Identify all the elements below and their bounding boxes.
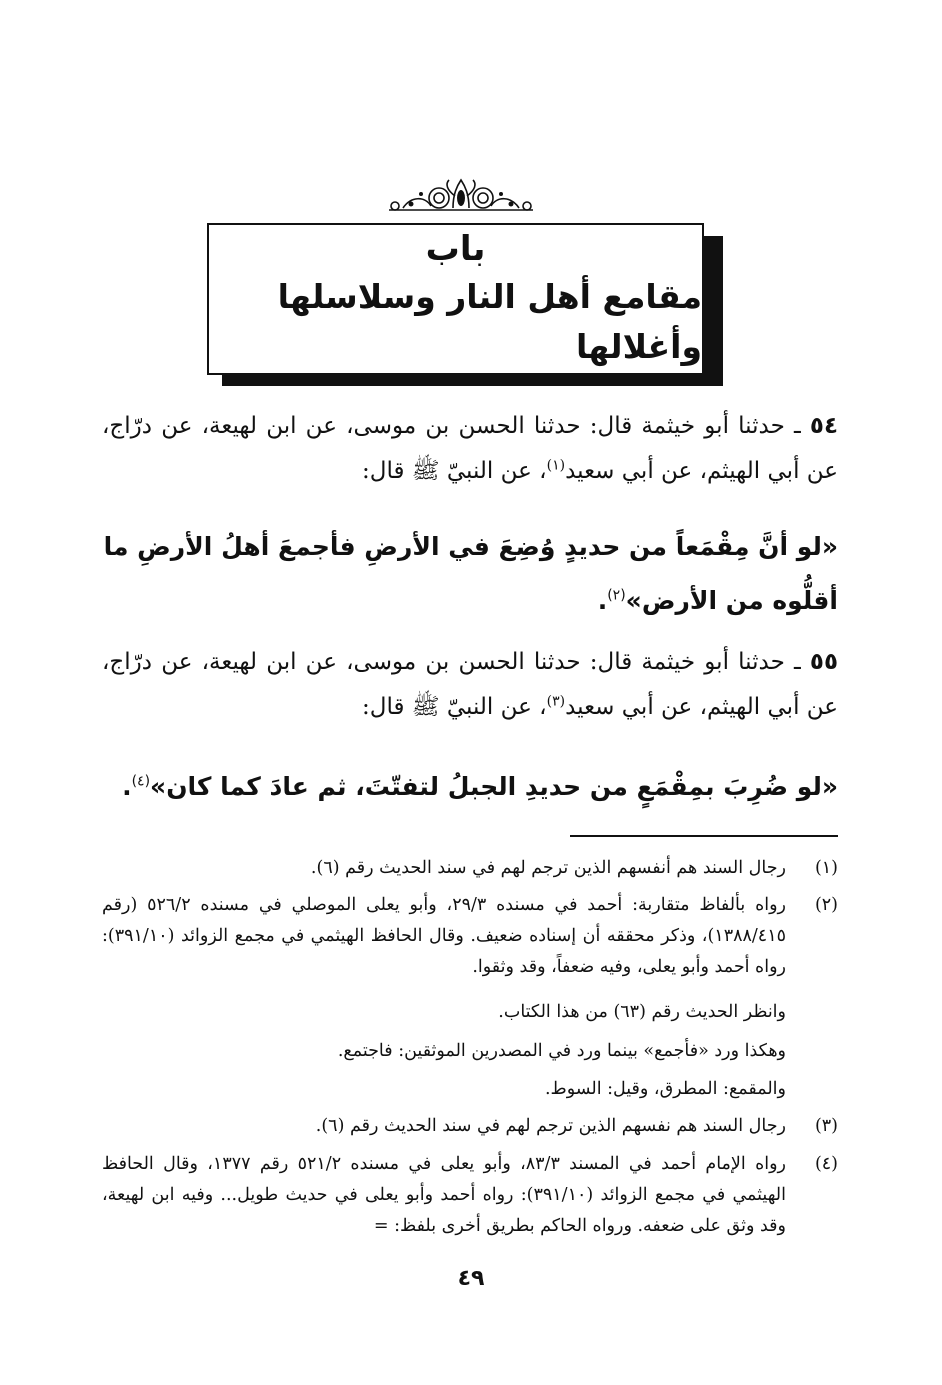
footnote-ref[interactable]: (٣) [546, 693, 566, 710]
footnote-2-cont-3: والمقمع: المطرق، وقيل: السوط. [544, 1079, 786, 1099]
footnote-separator [570, 835, 838, 837]
chapter-title: مقامع أهل النار وسلاسلها وأغلالها [277, 277, 702, 366]
footnote-number: (٣) [814, 1116, 838, 1136]
footnote-text: رواه الإمام أحمد في المسند ٨٣/٣، وأبو يعلى في مسنده ٥٢١/٢ رقم ١٣٧٧، وقال الحافظ الهيثمي في مجمع الزوائد (٣٩١/١٠): رواه أحمد وأبو يعلى في حديث طويل... وفيه ابن لهيعة، وقد وثق على ضعفه. ورواه الحاكم بطريق أخرى بلفظ: = [102, 1154, 787, 1236]
footnote-ref[interactable]: (٢) [607, 587, 626, 604]
quote-period: . [597, 586, 608, 615]
footnote-ref[interactable]: (١) [546, 457, 566, 474]
footnote-2 [102, 890, 838, 983]
hadith-text-55 [102, 760, 838, 814]
footnote-number: (٢) [814, 895, 838, 915]
ornament-icon [381, 176, 541, 220]
hadith-quote: «لو ضُرِبَ بمِقْمَعٍ من حديدِ الجبلُ لتفتّتَ، ثم عادَ كما كان» [150, 772, 838, 801]
page-number: ٤٩ [457, 1266, 485, 1291]
hadith-chain-text-end: ، عن النبيّ ﷺ قال: [361, 694, 547, 720]
hadith-chain-text: ـ حدثنا أبو خيثمة قال: حدثنا الحسن بن موسى، عن ابن لهيعة، عن درّاج، عن أبي الهيثم، عن أبي سعيد [102, 649, 838, 720]
hadith-quote: «لو أنَّ مِقْمَعاً من حديدٍ وُضِعَ في الأرضِ فأجمعَ أهلُ الأرضِ ما أقلُّوه من الأرض» [103, 532, 838, 615]
quote-period: . [122, 772, 132, 801]
hadith-number: ٥٤ [809, 413, 838, 439]
footnote-4 [102, 1149, 838, 1242]
footnote-number: (١) [814, 858, 838, 878]
footnote-number: (٤) [814, 1154, 838, 1174]
hadith-number: ٥٥ [809, 649, 838, 675]
footnote-3 [102, 1111, 838, 1142]
footnote-text: رجال السند هم نفسهم الذين ترجم لهم في سند الحديث رقم (٦). [315, 1116, 786, 1136]
hadith-chain-text: ـ حدثنا أبو خيثمة قال: حدثنا الحسن بن موسى، عن ابن لهيعة، عن درّاج، عن أبي الهيثم، عن أبي سعيد [102, 413, 838, 484]
footnote-text: رجال السند هم أنفسهم الذين ترجم لهم في سند الحديث رقم (٦). [310, 858, 786, 878]
footnote-ref[interactable]: (٤) [131, 773, 151, 790]
hadith-text-54 [102, 520, 838, 628]
footnote-2-cont-2: وهكذا ورد «فأجمع» بينما ورد في المصدرين الموثقين: فاجتمع. [337, 1041, 786, 1061]
footnote-1 [102, 853, 838, 884]
chapter-label: باب [425, 229, 486, 269]
hadith-chain-55 [102, 640, 838, 730]
hadith-chain-54 [102, 404, 838, 494]
footnote-2-cont-1: وانظر الحديث رقم (٦٣) من هذا الكتاب. [498, 1002, 786, 1022]
chapter-title-box [207, 223, 704, 375]
hadith-chain-text-end: ، عن النبيّ ﷺ قال: [361, 458, 547, 484]
footnote-text: رواه بألفاظ متقاربة: أحمد في مسنده ٢٩/٣، وأبو يعلى الموصلي في مسنده ٥٢٦/٢ (رقم ١٣٨٨/٤١٥)، وذكر محققه أن إسناده ضعيف. وقال الحافظ الهيثمي في مجمع الزوائد (٣٩١/١٠): رواه أحمد وأبو يعلى، وفيه ضعفاً، وقد وثقوا. [102, 895, 786, 977]
